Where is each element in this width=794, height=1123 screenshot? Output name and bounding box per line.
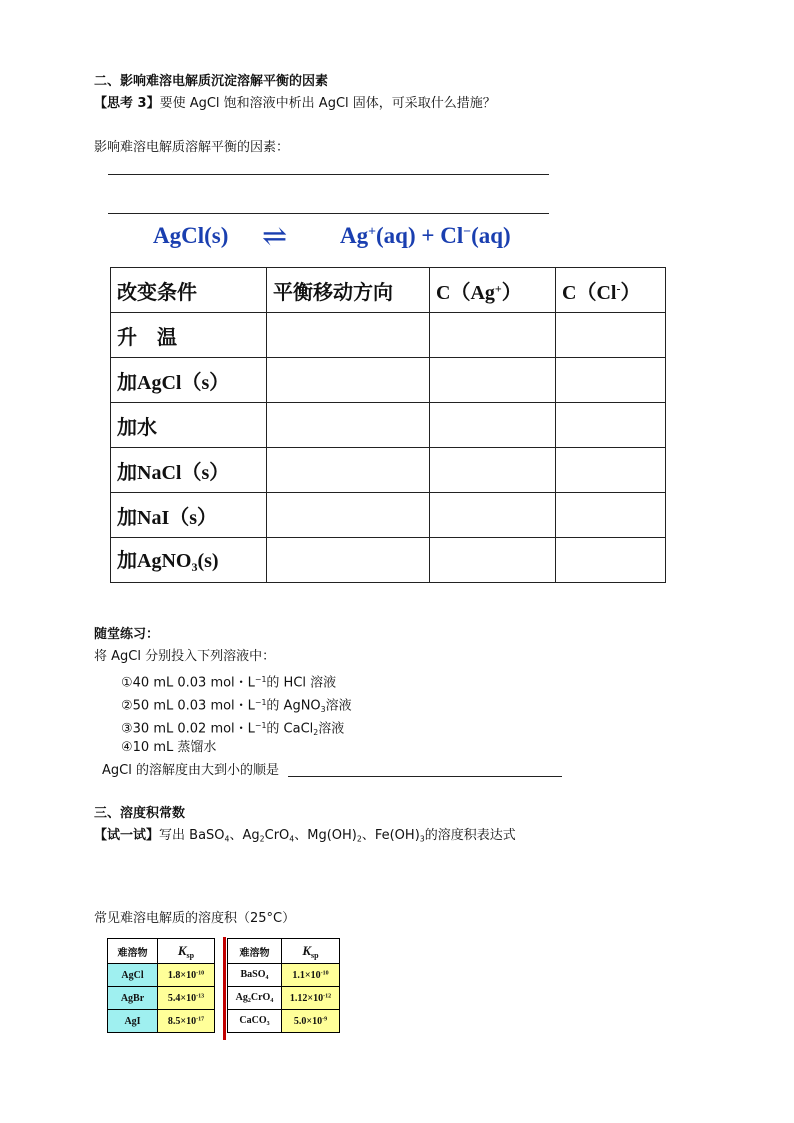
ksp-substance <box>228 1010 282 1033</box>
ksp-value <box>282 987 340 1010</box>
practice-item <box>121 695 352 718</box>
ksp-col-k <box>158 939 215 964</box>
ksp-exp: -13 <box>196 993 205 1000</box>
try-text: 写出 BaSO <box>159 828 225 843</box>
row-cell-cl[interactable] <box>556 538 666 583</box>
row-cell-direction[interactable] <box>267 448 430 493</box>
agno3-sub: 3 <box>191 560 198 575</box>
try-text: 的溶度积表达式 <box>424 828 516 843</box>
ksp-caption: 常见难溶电解质的溶度积（25°C） <box>94 911 296 926</box>
agno3-suffix: (s) <box>197 550 219 573</box>
ksp-name-sub: 3 <box>266 1021 270 1028</box>
equation-right <box>340 223 511 249</box>
row-condition: 加AgCl（s） <box>111 358 267 403</box>
ksp-name: BaSO <box>240 968 266 980</box>
item-sup: −1 <box>254 675 267 684</box>
row-cell-ag[interactable] <box>430 538 556 583</box>
practice-title: 随堂练习： <box>94 627 160 642</box>
ksp-table-left <box>107 938 215 1033</box>
item-post: 的 AgNO <box>266 698 321 714</box>
item-sup: −1 <box>254 721 267 730</box>
ksp-name-sub: 4 <box>270 998 274 1005</box>
table-row <box>108 1010 215 1033</box>
table-row <box>111 493 666 538</box>
eq-ag-charge: + <box>368 223 376 239</box>
ksp-mant: 1.1×10 <box>292 969 321 981</box>
ksp-exp: -17 <box>196 1016 205 1023</box>
try-sub: 3 <box>419 834 425 844</box>
ksp-value <box>158 964 215 987</box>
ksp-substance: AgCl <box>108 964 158 987</box>
try-text: 、Ag <box>229 828 260 843</box>
header-condition: 改变条件 <box>111 268 267 313</box>
table-header-row <box>111 268 666 313</box>
table-row <box>108 964 215 987</box>
ksp-substance: AgBr <box>108 987 158 1010</box>
ksp-name: Ag <box>235 991 248 1003</box>
ksp-value <box>158 987 215 1010</box>
equilibrium-arrow-icon: ⇌ <box>262 220 288 253</box>
try-tag: 【试一试】 <box>94 828 160 843</box>
row-cell-cl[interactable] <box>556 403 666 448</box>
practice-intro: 将 AgCl 分别投入下列溶液中： <box>94 649 276 664</box>
item-post: 的 HCl 溶液 <box>266 675 337 691</box>
think3-question <box>94 96 496 112</box>
order-label: AgCl 的溶解度由大到小的顺是 <box>102 763 279 778</box>
ksp-header-row <box>108 939 215 964</box>
ksp-name-tail: CrO <box>250 991 271 1003</box>
answer-line-2 <box>108 213 549 214</box>
eq-end: (aq) <box>471 223 511 248</box>
table-row <box>108 987 215 1010</box>
item-sup: −1 <box>254 698 267 707</box>
row-cell-cl[interactable] <box>556 493 666 538</box>
row-cell-ag[interactable] <box>430 403 556 448</box>
ksp-k-sub: sp <box>186 950 195 960</box>
eq-cl-charge: − <box>463 223 472 239</box>
practice-item: ④10 mL 蒸馏水 <box>121 740 217 755</box>
row-cell-cl[interactable] <box>556 448 666 493</box>
item-sub: 3 <box>320 705 326 714</box>
table-row <box>111 313 666 358</box>
try-sub: 4 <box>289 834 295 844</box>
ksp-value <box>282 964 340 987</box>
try-sub: 4 <box>224 834 230 844</box>
ksp-k: K <box>177 942 187 958</box>
header-c-ag <box>430 268 556 313</box>
ksp-name-sub: 4 <box>265 975 269 982</box>
row-cell-direction[interactable] <box>267 403 430 448</box>
try-text: 、Fe(OH) <box>361 828 420 843</box>
practice-item <box>121 672 336 691</box>
think3-text: 要使 AgCl 饱和溶液中析出 AgCl 固体，可采取什么措施？ <box>159 96 496 111</box>
ksp-substance <box>228 964 282 987</box>
ksp-exp: -12 <box>323 993 332 1000</box>
row-condition: 加NaI（s） <box>111 493 267 538</box>
ksp-col-substance: 难溶物 <box>228 939 282 964</box>
row-cell-direction[interactable] <box>267 538 430 583</box>
header-c-ag-text: C（Ag <box>436 281 495 304</box>
agno3-prefix: 加AgNO <box>117 550 192 573</box>
ksp-col-substance: 难溶物 <box>108 939 158 964</box>
think3-tag: 【思考 3】 <box>94 96 160 111</box>
row-cell-cl[interactable] <box>556 313 666 358</box>
equation-left: AgCl(s) <box>153 223 229 248</box>
row-cell-ag[interactable] <box>430 493 556 538</box>
eq-ag: Ag <box>340 223 369 248</box>
row-cell-ag[interactable] <box>430 313 556 358</box>
header-c-cl <box>556 268 666 313</box>
row-condition: 加水 <box>111 403 267 448</box>
ksp-substance: AgI <box>108 1010 158 1033</box>
ksp-k: K <box>302 942 312 958</box>
try-sub: 2 <box>356 834 362 844</box>
row-cell-direction[interactable] <box>267 358 430 403</box>
row-cell-ag[interactable] <box>430 358 556 403</box>
row-condition <box>111 538 267 583</box>
ksp-divider <box>223 937 226 1040</box>
factors-label: 影响难溶电解质溶解平衡的因素： <box>94 140 290 155</box>
header-direction: 平衡移动方向 <box>267 268 430 313</box>
ksp-name-sub: 2 <box>247 998 251 1005</box>
ksp-mant: 8.5×10 <box>167 1015 197 1027</box>
table-row <box>111 358 666 403</box>
ksp-exp: -9 <box>322 1016 328 1023</box>
row-cell-cl[interactable] <box>556 358 666 403</box>
ksp-value <box>282 1010 340 1033</box>
header-cl-sup: - <box>616 280 621 295</box>
row-cell-direction[interactable] <box>267 493 430 538</box>
table-row <box>228 1010 340 1033</box>
row-cell-ag[interactable] <box>430 448 556 493</box>
ksp-mant: 1.8×10 <box>167 969 197 981</box>
answer-line-1 <box>108 174 549 175</box>
eq-mid: (aq) + Cl <box>376 223 464 248</box>
try-question <box>94 828 516 848</box>
item-tail: 溶液 <box>318 721 345 737</box>
try-sub: 2 <box>259 834 265 844</box>
table-row <box>111 538 666 583</box>
header-ag-sup: + <box>494 280 502 295</box>
item-text: ②50 mL 0.03 mol・L <box>121 698 255 714</box>
item-sub: 2 <box>313 728 319 737</box>
ksp-mant: 1.12×10 <box>289 992 324 1004</box>
ksp-substance <box>228 987 282 1010</box>
ksp-mant: 5.4×10 <box>167 992 197 1004</box>
order-answer-line <box>288 776 562 777</box>
item-text: ①40 mL 0.03 mol・L <box>121 675 255 691</box>
try-text: 、Mg(OH) <box>294 828 357 843</box>
item-text: ③30 mL 0.02 mol・L <box>121 721 255 737</box>
header-cl-close: ） <box>620 281 641 304</box>
header-c-cl-text: C（Cl <box>562 281 617 304</box>
practice-item <box>121 718 344 741</box>
table-row <box>228 964 340 987</box>
table-row <box>111 448 666 493</box>
ksp-table-right <box>227 938 340 1033</box>
try-text: CrO <box>264 828 290 843</box>
ksp-col-k <box>282 939 340 964</box>
item-tail: 溶液 <box>325 698 352 714</box>
table-row <box>111 403 666 448</box>
section2-title: 二、影响难溶电解质沉淀溶解平衡的因素 <box>94 74 329 89</box>
ksp-name: CaCO <box>239 1014 267 1026</box>
row-condition: 加NaCl（s） <box>111 448 267 493</box>
row-cell-direction[interactable] <box>267 313 430 358</box>
row-condition: 升 温 <box>111 313 267 358</box>
ksp-exp: -10 <box>320 970 329 977</box>
ksp-header-row <box>228 939 340 964</box>
ksp-value <box>158 1010 215 1033</box>
ksp-exp: -10 <box>196 970 205 977</box>
table-row <box>228 987 340 1010</box>
header-ag-close: ） <box>501 281 522 304</box>
item-post: 的 CaCl <box>266 721 314 737</box>
section3-title: 三、溶度积常数 <box>94 806 186 821</box>
equilibrium-table <box>110 267 666 583</box>
ksp-k-sub: sp <box>311 950 319 960</box>
ksp-mant: 5.0×10 <box>293 1015 323 1027</box>
